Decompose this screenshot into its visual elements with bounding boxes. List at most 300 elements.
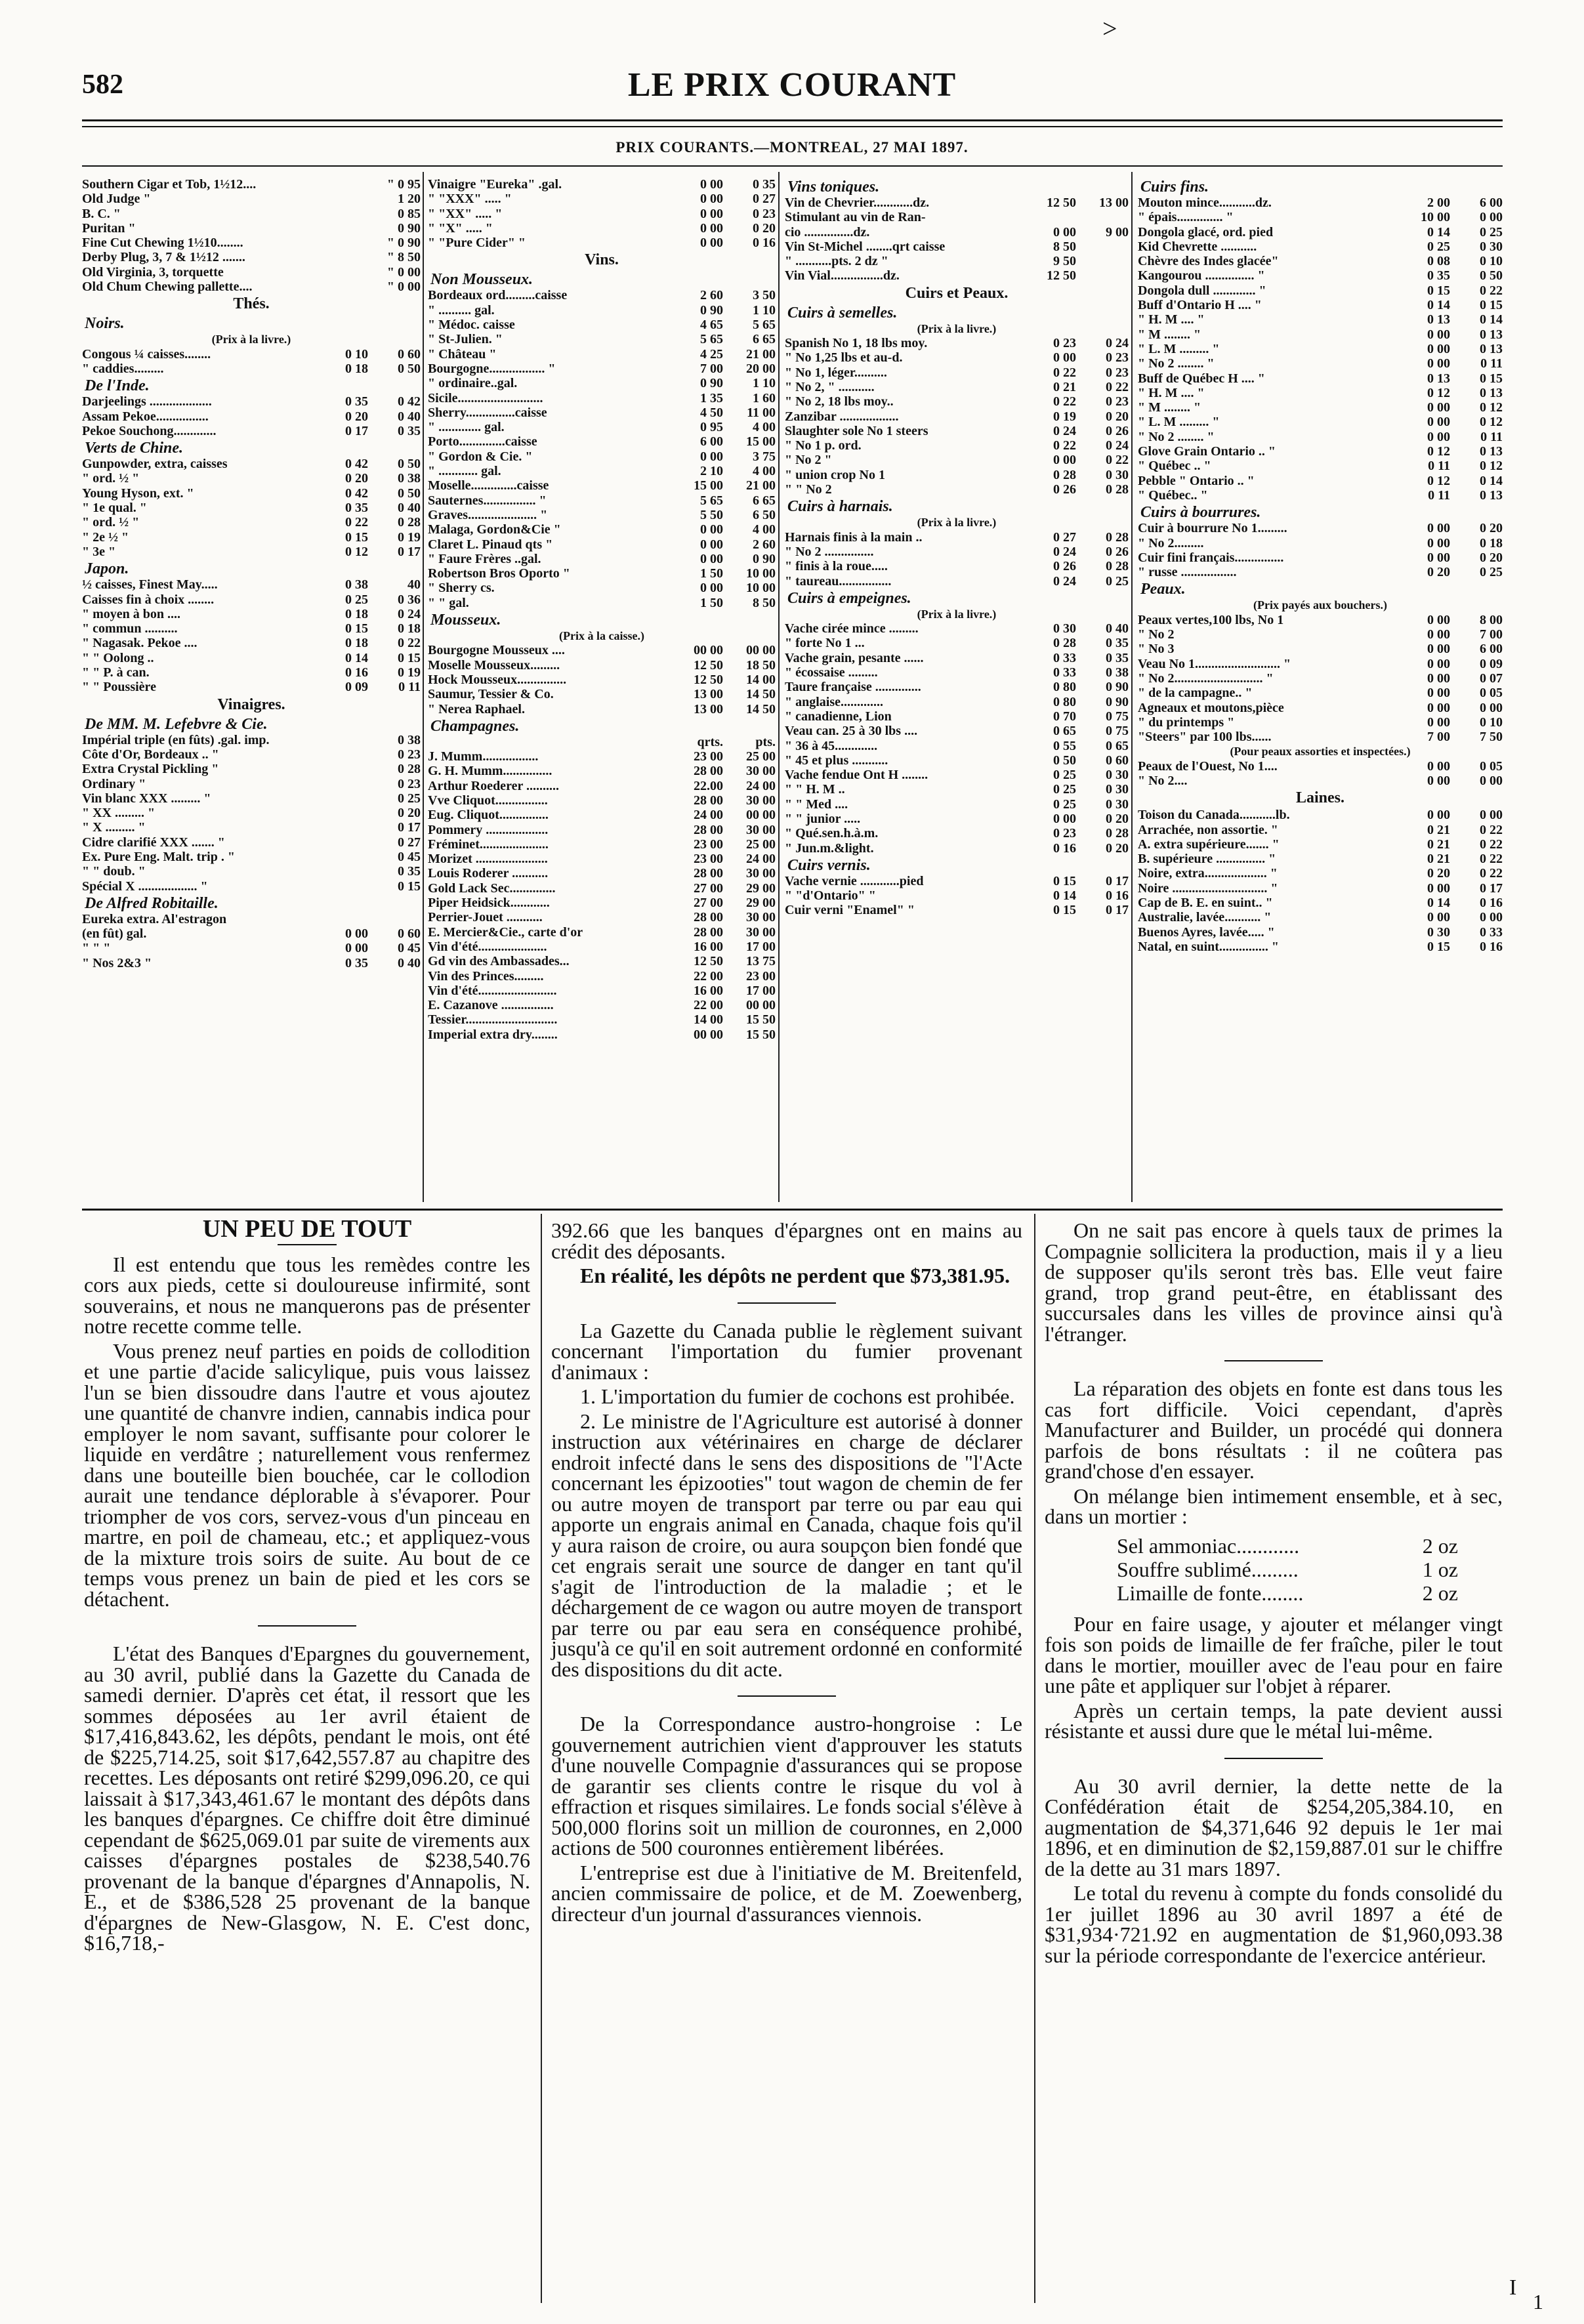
- item-name: Côte d'Or, Bordeaux .. ": [82, 747, 219, 762]
- item-name: Impérial triple (en fûts) .gal. imp.: [82, 732, 270, 747]
- price-row: [1138, 730, 1503, 744]
- price-low: 0 00: [700, 449, 723, 464]
- price-row: [785, 468, 1129, 482]
- item-name: " No 2, 18 lbs moy..: [785, 394, 894, 409]
- price-low: 0 00: [1427, 550, 1450, 565]
- price-row: [785, 888, 1129, 903]
- price-row: [1138, 312, 1503, 327]
- price-row: [1138, 430, 1503, 444]
- header-rule-bottom: [82, 126, 1503, 127]
- item-name: Perrier-Jouet ...........: [428, 910, 543, 925]
- price-low: 0 12: [1427, 473, 1450, 488]
- item-name: " " No 2: [785, 482, 832, 497]
- price-low: 0 00: [1427, 356, 1450, 371]
- item-name: Natal, en suint............... ": [1138, 939, 1280, 954]
- price-low: 0 00: [1427, 521, 1450, 536]
- item-name: Vin blanc XXX ......... ": [82, 791, 211, 806]
- price-high: 0 22: [1106, 453, 1129, 468]
- item-name: Mouton mince...........dz.: [1138, 196, 1272, 210]
- item-name: Vinaigre "Eureka" .gal.: [428, 177, 562, 192]
- subsection-heading: Cuirs à empeignes.: [787, 589, 911, 607]
- price-high: 0 18: [1480, 535, 1503, 550]
- price-row: [428, 866, 776, 881]
- price-low: 00 00: [694, 1027, 723, 1042]
- price-high: 0 11: [398, 680, 421, 695]
- price-low: 4 50: [700, 405, 723, 420]
- price-high: 0 13: [1480, 488, 1503, 503]
- price-row: [1138, 459, 1503, 473]
- price-high: [1076, 210, 1129, 224]
- price-low: 0 21: [1053, 379, 1076, 394]
- item-name: Buenos Ayres, lavée..... ": [1138, 924, 1275, 940]
- price-high: 0 33: [1480, 924, 1503, 940]
- item-name: " Nagasak. Pekoe ....: [82, 636, 198, 651]
- price-row: [428, 376, 776, 390]
- price-high: 0 28: [1106, 826, 1129, 841]
- item-name: Eug. Cliquot...............: [428, 808, 549, 823]
- price-row: [1138, 386, 1503, 400]
- price-low: 0 00: [700, 551, 723, 566]
- price-low: 0 18: [345, 361, 368, 376]
- price-low: 0 42: [345, 486, 368, 501]
- price-low: 0 00: [1427, 910, 1450, 925]
- article-paragraph: Il est entendu que tous les remèdes contre les cors aux pieds, cette si douloureuse infirmité, sont souverains, et nous ne manquerons pas de présenter notre recette comme telle.: [84, 1252, 530, 1338]
- price-row: [785, 724, 1129, 738]
- price-low: 0 30: [1053, 621, 1076, 636]
- price-low: 28 00: [694, 924, 723, 940]
- price-high: 0 45: [398, 941, 421, 956]
- price-low: 0 15: [345, 529, 368, 545]
- price-high: 0 05: [1480, 686, 1503, 701]
- price-low: 12 50: [694, 657, 723, 673]
- price-low: 0 00: [1427, 881, 1450, 896]
- item-name: Vve Cliquot................: [428, 793, 548, 808]
- price-row: [1138, 415, 1503, 429]
- price-high: 5 65: [753, 318, 776, 333]
- item-name: Robertson Bros Oporto ": [428, 566, 570, 581]
- price-row: [428, 566, 776, 581]
- price-low: [323, 912, 368, 926]
- price-low: 0 21: [1427, 852, 1450, 867]
- item-name: E. Mercier&Cie., carte d'or: [428, 924, 583, 940]
- price-row: [785, 826, 1129, 840]
- price-low: 0 00: [700, 537, 723, 552]
- column-rule: [423, 172, 424, 1202]
- price-low: 0 12: [1427, 385, 1450, 400]
- recipe-item: Sel ammoniac............ 2 oz: [1117, 1533, 1458, 1558]
- price-high: 0 20: [1480, 521, 1503, 536]
- item-name: " "XXX" ..... ": [428, 192, 512, 207]
- price-low: 16 00: [694, 983, 723, 998]
- subsection-heading: Verts de Chine.: [85, 440, 184, 457]
- separator-rule: [258, 1625, 356, 1627]
- item-name: " L. M ......... ": [1138, 341, 1220, 356]
- price-row: [785, 239, 1129, 254]
- price-high: 0 28: [398, 515, 421, 530]
- price-high: 0 35: [753, 177, 776, 192]
- price-high: 30 00: [746, 910, 776, 925]
- item-name: " No 1,25 lbs et au-d.: [785, 350, 903, 365]
- price-high: 23 00: [746, 968, 776, 984]
- price-row: [428, 207, 776, 221]
- price-row: [82, 912, 421, 926]
- price-row: [428, 192, 776, 206]
- price-row: [1138, 488, 1503, 503]
- price-low: 0 00: [1427, 429, 1450, 444]
- article-paragraph: Après un certain temps, la pate devient aussi résistante et aussi dure que le métal lui-même.: [1045, 1698, 1503, 1743]
- price-high: 0 38: [1106, 665, 1129, 680]
- article-column-2: [551, 1220, 1022, 1928]
- price-high: 0 40: [398, 409, 421, 424]
- item-name: Vin St-Michel ........qrt caisse: [785, 239, 946, 254]
- price-high: 0 30: [1106, 768, 1129, 783]
- price-row: [428, 177, 776, 192]
- item-name: Old Chum Chewing pallette....: [82, 280, 253, 295]
- item-name: " XX ......... ": [82, 806, 156, 821]
- price-row: [428, 596, 776, 610]
- subsection-heading: Cuirs vernis.: [787, 856, 871, 874]
- price-high: 0 14: [1480, 473, 1503, 488]
- item-name: Agneaux et moutons,pièce: [1138, 700, 1284, 715]
- price-row: [785, 636, 1129, 650]
- price-high: 0 00: [1480, 910, 1503, 925]
- price-high: 0 11: [1480, 429, 1503, 444]
- article-paragraph: Le total du revenu à compte du fonds consolidé du 1er juillet 1896 au 30 avril 1897 a été de $31,934·721.92 en augmentation de $1,960,093.38 sur la période correspondante de l'exercice antérieur.: [1045, 1881, 1503, 1967]
- price-row: [428, 954, 776, 968]
- price-row: [82, 592, 421, 607]
- price-row: [1138, 371, 1503, 386]
- price-high: 0 12: [1480, 459, 1503, 474]
- price-high: 0 40: [398, 501, 421, 516]
- item-name: Arthur Roederer ..........: [428, 778, 559, 793]
- price-high: 0 30: [1106, 797, 1129, 812]
- price-row: [428, 478, 776, 493]
- price-row: [428, 823, 776, 837]
- price-low: 0 12: [1427, 444, 1450, 459]
- price-high: 0 25: [1106, 573, 1129, 589]
- price-column-4: [1138, 177, 1503, 954]
- price-high: 3 50: [753, 288, 776, 303]
- price-row: [428, 881, 776, 896]
- item-name: Vache vernie ............pied: [785, 873, 924, 888]
- price-high: 0 36: [398, 592, 421, 607]
- price-row: [82, 636, 421, 650]
- price-low: 12 50: [1047, 196, 1076, 210]
- subsection-heading: Cuirs à harnais.: [787, 498, 893, 516]
- price-low: 0 42: [345, 457, 368, 472]
- price-row: [1138, 444, 1503, 459]
- article-paragraph: Pour en faire usage, y ajouter et mélanger vingt fois son poids de limaille de fer fraîche, piler le tout dans le mortier, mouiller avec de l'eau pour en faire une pâte et appliquer sur l'objet à réparer.: [1045, 1611, 1503, 1697]
- item-name: Sicile..........................: [428, 390, 543, 405]
- price-low: 0 38: [345, 577, 368, 592]
- price-high: 0 22: [1480, 852, 1503, 867]
- price-low: 0 14: [1053, 888, 1076, 903]
- price-row: [428, 779, 776, 793]
- price-row: [785, 680, 1129, 694]
- price-high: 0 75: [1106, 709, 1129, 724]
- price-high: 0 23: [398, 747, 421, 762]
- price-low: 0 00: [1427, 758, 1450, 774]
- price-low: 0 55: [1053, 738, 1076, 753]
- item-name: " No 2....: [1138, 773, 1188, 788]
- item-name: Assam Pekoe................: [82, 409, 209, 424]
- item-name: " "XX" ..... ": [428, 206, 503, 221]
- price-low: 0 25: [345, 592, 368, 607]
- price-low: 0 00: [1427, 535, 1450, 550]
- price-row: [1138, 298, 1503, 312]
- price-low: 0 14: [345, 650, 368, 665]
- item-name: " Sherry cs.: [428, 581, 495, 596]
- price-high: 0 26: [1106, 544, 1129, 559]
- price-row: [82, 530, 421, 545]
- price-row: [1138, 823, 1503, 837]
- item-name: " Jun.m.&light.: [785, 840, 874, 856]
- price-low: 0 15: [1427, 283, 1450, 298]
- item-name: " anglaise.............: [785, 694, 883, 709]
- price-high: 0 50: [398, 457, 421, 472]
- item-name: " No 1, léger..........: [785, 365, 887, 380]
- price-low: 0 20: [345, 471, 368, 486]
- price-low: 0 20: [1427, 866, 1450, 881]
- item-name: Vache grain, pesante ......: [785, 650, 924, 665]
- price-high: 10 00: [746, 581, 776, 596]
- price-high: 29 00: [746, 881, 776, 896]
- price-row: [785, 409, 1129, 424]
- price-high: 0 24: [1106, 336, 1129, 351]
- margin-mark-bottom: 1: [1533, 2290, 1543, 2314]
- subsection-heading: De MM. M. Lefebvre & Cie.: [85, 715, 268, 733]
- item-name: " No 2........................... ": [1138, 671, 1274, 686]
- subsection-heading: Cuirs à bourrures.: [1140, 504, 1261, 522]
- price-low: 6 00: [700, 434, 723, 449]
- price-high: 29 00: [746, 896, 776, 911]
- item-name: " Château ": [428, 346, 497, 362]
- price-low: 0 22: [1053, 438, 1076, 453]
- price-row: [82, 791, 421, 806]
- page-number: 582: [82, 70, 123, 100]
- price-row: [1138, 474, 1503, 488]
- price-low: 0 22: [1053, 365, 1076, 380]
- item-name: Australie, lavée........... ": [1138, 910, 1272, 925]
- price-note: (Prix à la livre.): [211, 333, 291, 346]
- price-row: [1138, 327, 1503, 342]
- price-row: [785, 394, 1129, 409]
- price-row: [82, 280, 421, 294]
- item-name: Ex. Pure Eng. Malt. trip . ": [82, 849, 235, 864]
- item-name: " caddies.........: [82, 361, 164, 376]
- article-column-3: [1045, 1220, 1503, 1970]
- price-low: 5 50: [700, 507, 723, 522]
- price-high: 00 00: [746, 808, 776, 823]
- price-low: [323, 791, 368, 806]
- price-row: [785, 350, 1129, 365]
- price-high: [1076, 239, 1129, 254]
- price-low: 0 25: [1427, 239, 1450, 254]
- price-high: 0 27: [753, 192, 776, 207]
- price-low: 12 50: [1047, 268, 1076, 283]
- price-low: " 0 90: [386, 236, 421, 251]
- price-row: [1138, 400, 1503, 415]
- price-row: [785, 621, 1129, 636]
- price-row: [1138, 283, 1503, 298]
- price-note: (Prix à la caisse.): [559, 629, 644, 643]
- price-high: 0 05: [1480, 758, 1503, 774]
- price-low: 0 14: [1427, 298, 1450, 313]
- price-low: 0 00: [345, 941, 368, 956]
- price-high: 0 22: [1106, 379, 1129, 394]
- price-high: 0 35: [398, 423, 421, 438]
- price-row: [82, 665, 421, 680]
- price-low: 0 27: [1053, 529, 1076, 545]
- price-low: 0 00: [700, 206, 723, 221]
- price-low: 0 15: [1053, 903, 1076, 918]
- price-low: 0 21: [1427, 822, 1450, 837]
- item-name: Spanish No 1, 18 lbs moy.: [785, 336, 928, 351]
- price-high: pts.: [755, 734, 776, 749]
- article-paragraph: Vous prenez neuf parties en poids de collodition et une partie d'acide salicylique, puis vous laissez l'un se bien dissoudre dans l'autre et vous ajoutez une quantité de chanvre indien, cannabis indica pour employer le nom savant, suffisante pour colorer le liquide en verdâtre ; naturellement vous renfermez dans une bouteille bien bouchée, car le collodion aurait une tendance déplorable à s'évaporer. Pour triompher de vos cors, servez-vous d'un pinceau en martre, en poil de chameau, etc.; et appliquez-vous de la mixture trois soirs de suite. Au bout de ce temps vous prenez un bain de pied et les cors se détachent.: [84, 1338, 530, 1611]
- price-high: 0 11: [1480, 356, 1503, 371]
- price-high: 0 07: [1480, 671, 1503, 686]
- price-row: [785, 709, 1129, 724]
- price-row: [82, 362, 421, 376]
- article-paragraph: La réparation des objets en fonte est dans tous les cas fort difficile. Voici cependant, d'après Manufacturer and Builder, un procédé qui donnera parfois de bons résultats : il ne coûtera pas grand'chose d'en essayer.: [1045, 1377, 1503, 1483]
- price-row: [428, 1027, 776, 1042]
- section-heading: Vins.: [585, 251, 619, 269]
- item-name: " " ": [82, 941, 111, 956]
- price-low: 22 00: [694, 998, 723, 1013]
- price-low: 0 50: [1053, 753, 1076, 768]
- price-high: 0 27: [398, 835, 421, 850]
- price-high: 0 09: [1480, 656, 1503, 671]
- item-name: Gd vin des Ambassades...: [428, 954, 570, 969]
- price-high: 15 00: [746, 434, 776, 449]
- item-name: " canadienne, Lion: [785, 709, 892, 724]
- price-high: 0 17: [1106, 873, 1129, 888]
- price-low: 28 00: [694, 793, 723, 808]
- recipe-item: Souffre sublimé......... 1 oz: [1117, 1557, 1458, 1581]
- price-low: 22.00: [694, 778, 723, 793]
- price-row: [82, 177, 421, 192]
- item-name: Sherry...............caisse: [428, 405, 547, 420]
- price-high: 0 28: [1106, 529, 1129, 545]
- price-high: 0 00: [1480, 808, 1503, 823]
- article-paragraph: De la Correspondance austro-hongroise : Le gouvernement autrichien vient d'approuver les statuts d'une nouvelle Compagnie d'assurances qui se propose de garantir ses clients contre le risque du vol à effraction et risques similaires. Le fonds social s'élève à 500,000 florins soit un million de couronnes, en 2,000 actions de 500 couronnes entièrement libérées.: [551, 1712, 1022, 1859]
- price-row: [428, 735, 776, 749]
- subsection-heading: Cuirs à semelles.: [787, 304, 898, 322]
- price-low: 0 80: [1053, 694, 1076, 709]
- subsection-heading: Japon.: [85, 560, 129, 578]
- item-name: " "Pure Cider" ": [428, 236, 526, 251]
- article-paragraph: On mélange bien intimement ensemble, et à sec, dans un mortier :: [1045, 1484, 1503, 1528]
- item-name: Kangourou ............... ": [1138, 268, 1265, 283]
- price-low: 0 90: [398, 220, 421, 236]
- price-low: 12 50: [694, 672, 723, 687]
- item-name: " M ........ ": [1138, 400, 1201, 415]
- price-low: 2 60: [700, 288, 723, 303]
- item-name: Fine Cut Chewing 1½10........: [82, 236, 243, 251]
- price-high: 0 28: [1106, 559, 1129, 574]
- item-name: " 1e qual. ": [82, 501, 147, 516]
- item-name: Vin d'été........................: [428, 983, 557, 998]
- price-row: [428, 318, 776, 332]
- price-low: [323, 820, 368, 835]
- price-row: [785, 210, 1129, 224]
- price-low: 16 00: [694, 939, 723, 954]
- item-name: Veau No 1.......................... ": [1138, 656, 1291, 671]
- price-row: [428, 288, 776, 302]
- price-low: 1 50: [700, 595, 723, 610]
- item-name: " No 2: [1138, 627, 1175, 642]
- price-row: [82, 236, 421, 250]
- article-column-1: [84, 1214, 530, 1958]
- price-row: [1138, 536, 1503, 550]
- price-high: 0 23: [1106, 394, 1129, 409]
- item-name: Cap de B. E. en suint.. ": [1138, 896, 1273, 911]
- item-name: Young Hyson, ext. ": [82, 486, 194, 501]
- price-row: [1138, 925, 1503, 940]
- price-low: [323, 850, 368, 864]
- journal-title: LE PRIX COURANT: [627, 66, 957, 104]
- price-row: [428, 910, 776, 924]
- item-name: Taure française ..............: [785, 680, 921, 695]
- price-low: " 0 95: [386, 177, 421, 192]
- item-name: " Nos 2&3 ": [82, 955, 152, 970]
- price-row: [82, 607, 421, 621]
- price-low: 0 00: [1427, 415, 1450, 430]
- price-high: 0 42: [398, 394, 421, 409]
- price-low: 0 15: [1427, 939, 1450, 954]
- item-name: Cidre clarifié XXX ....... ": [82, 835, 225, 850]
- item-name: Kid Chevrette ...........: [1138, 239, 1257, 254]
- price-low: 5 65: [700, 493, 723, 508]
- price-high: 13 00: [1099, 196, 1129, 210]
- item-name: " "d'Ontario" ": [785, 888, 876, 903]
- price-row: [82, 777, 421, 791]
- article-title: UN PEU DE TOUT: [202, 1215, 412, 1243]
- price-high: 1 10: [753, 302, 776, 318]
- price-row: [428, 581, 776, 595]
- price-low: 0 25: [1053, 797, 1076, 812]
- price-high: 0 60: [398, 926, 421, 942]
- price-row: [428, 984, 776, 998]
- price-high: 18 50: [746, 657, 776, 673]
- price-row: [785, 482, 1129, 497]
- item-name: Imperial extra dry........: [428, 1027, 558, 1042]
- price-high: 0 38: [398, 471, 421, 486]
- price-high: 1 10: [753, 376, 776, 391]
- price-low: 0 28: [1053, 636, 1076, 651]
- price-row: [1138, 852, 1503, 866]
- price-row: [785, 196, 1129, 210]
- item-name: " No 2.........: [1138, 535, 1204, 550]
- price-row: [785, 651, 1129, 665]
- price-low: 7 00: [1427, 730, 1450, 745]
- item-name: " Gordon & Cie. ": [428, 449, 533, 464]
- price-row: [1138, 254, 1503, 268]
- price-low: 1 20: [398, 192, 421, 207]
- end-mark: I: [1509, 2275, 1517, 2300]
- price-low: 1 35: [700, 390, 723, 405]
- price-high: 0 90: [753, 551, 776, 566]
- price-row: [428, 658, 776, 673]
- item-name: (en fût) gal.: [82, 926, 147, 942]
- price-high: 0 25: [1480, 565, 1503, 580]
- item-name: Congous ¼ caisses........: [82, 346, 211, 362]
- recipe-list: [1117, 1534, 1503, 1605]
- item-name: " H. M .... ": [1138, 312, 1205, 327]
- item-name: Moselle..............caisse: [428, 478, 549, 493]
- price-low: 0 13: [1427, 312, 1450, 327]
